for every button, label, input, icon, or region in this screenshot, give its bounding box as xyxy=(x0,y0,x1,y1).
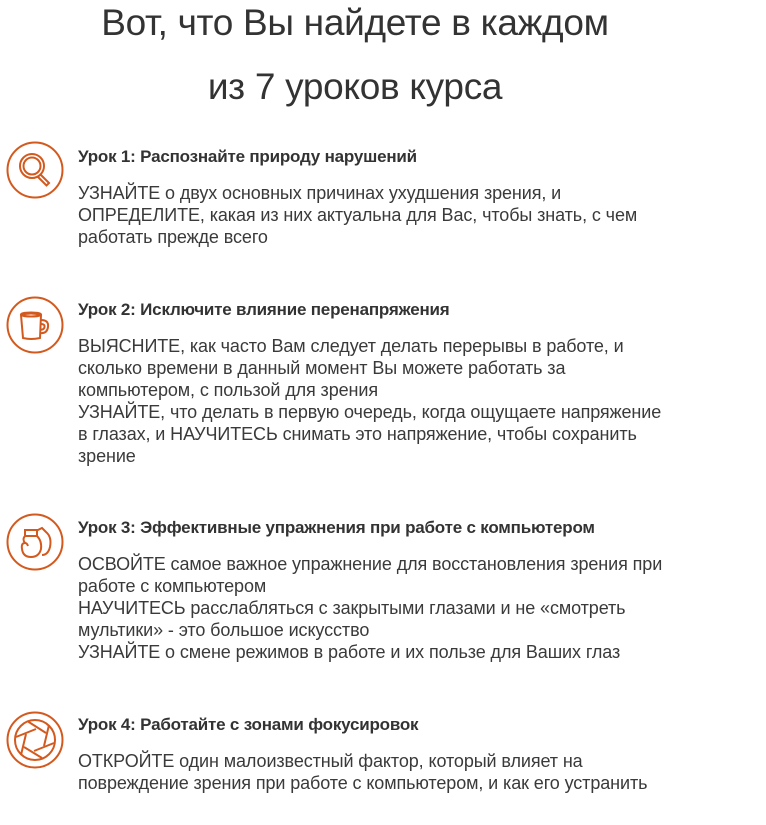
desc-line: повреждение зрения при работе с компьютером, и как его устранить xyxy=(78,773,648,793)
desc-line: в глазах, и НАУЧИТЕСЬ снимать это напряжение, чтобы сохранить xyxy=(78,424,637,444)
aperture-icon xyxy=(6,711,64,769)
desc-line: зрение xyxy=(78,446,136,466)
page-title-line-2: из 7 уроков курса xyxy=(207,66,503,107)
desc-line: ОСВОЙТЕ самое важное упражнение для восстановления зрения при xyxy=(78,554,663,574)
lesson-description xyxy=(78,335,766,467)
desc-line: ОТКРОЙТЕ один малоизвестный фактор, который влияет на xyxy=(78,751,583,771)
desc-line: компьютером, с пользой для зрения xyxy=(78,380,378,400)
lesson-title: Урок 4: Работайте с зонами фокусировок xyxy=(78,715,419,734)
desc-line: УЗНАЙТЕ о двух основных причинах ухудшения зрения, и xyxy=(78,183,562,203)
desc-line: работе с компьютером xyxy=(78,576,267,596)
lesson-title: Урок 2: Исключите влияние перенапряжения xyxy=(78,300,450,319)
lesson-title: Урок 1: Распознайте природу нарушений xyxy=(78,147,417,166)
magnifier-icon xyxy=(6,141,64,199)
mug-icon xyxy=(6,296,64,354)
desc-line: работать прежде всего xyxy=(78,227,268,247)
desc-line: УЗНАЙТЕ о смене режимов в работе и их пользе для Ваших глаз xyxy=(78,642,621,662)
desc-line: ВЫЯСНИТЕ, как часто Вам следует делать перерывы в работе, и xyxy=(78,336,624,356)
lesson-description xyxy=(78,750,766,794)
desc-line: УЗНАЙТЕ, что делать в первую очередь, когда ощущаете напряжение xyxy=(78,402,662,422)
desc-line: мультики» - это большое искусство xyxy=(78,620,370,640)
lesson-title: Урок 3: Эффективные упражнения при работе с компьютером xyxy=(78,518,595,537)
page-title-line-1: Вот, что Вы найдете в каждом xyxy=(101,2,609,43)
desc-line: сколько времени в данный момент Вы можете работать за xyxy=(78,358,566,378)
lesson-description xyxy=(78,553,766,663)
boxing-gloves-icon xyxy=(6,513,64,571)
lesson-description xyxy=(78,182,766,248)
desc-line: НАУЧИТЕСЬ расслабляться с закрытыми глазами и не «смотреть xyxy=(78,598,626,618)
desc-line: ОПРЕДЕЛИТЕ, какая из них актуальна для Вас, чтобы знать, с чем xyxy=(78,205,638,225)
